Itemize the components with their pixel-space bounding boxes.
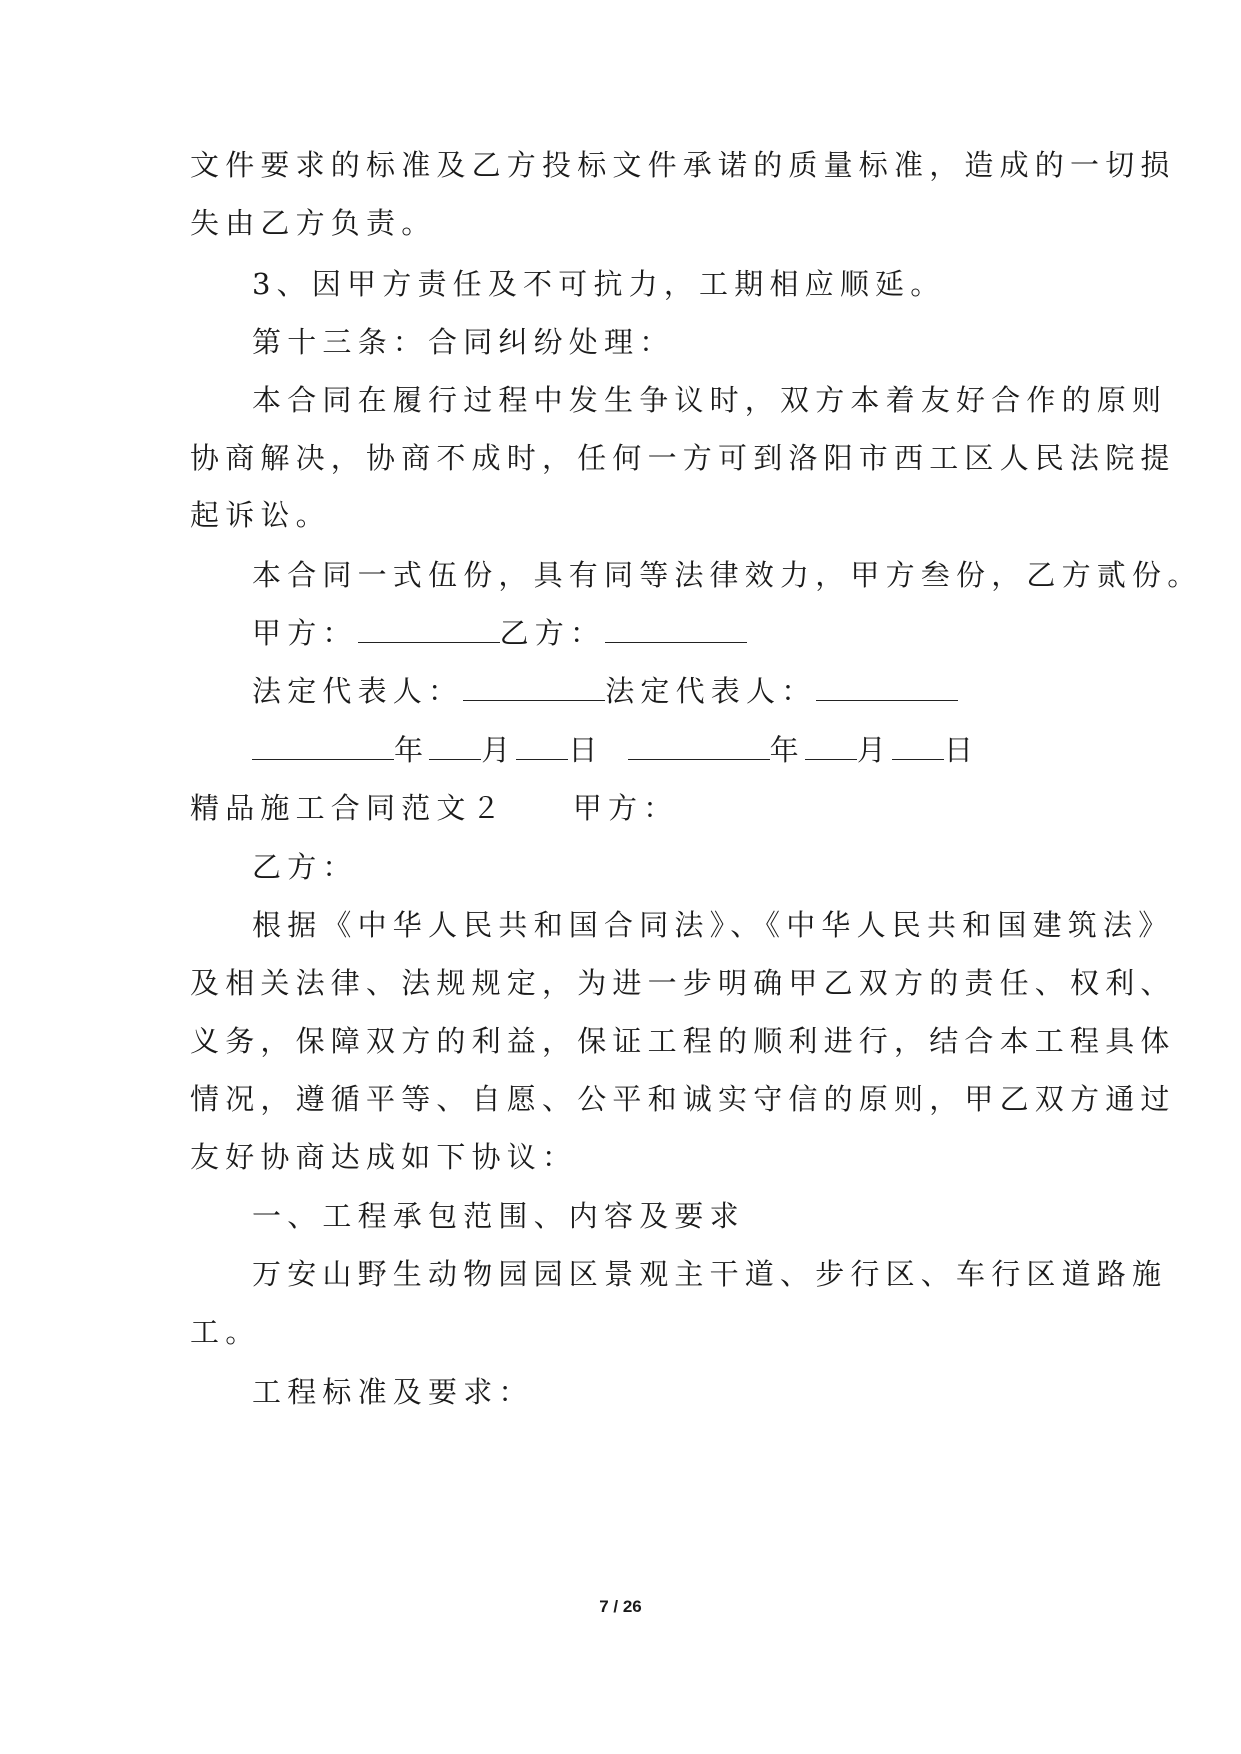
section-title-line (190, 788, 678, 828)
party-a-label: 甲方： (572, 791, 679, 825)
text-line: 工。 (190, 1315, 261, 1349)
subheading: 工程标准及要求： (252, 1375, 534, 1409)
party-a-label: 甲方： (252, 616, 358, 650)
year-blank (628, 731, 770, 760)
rep-b-label: 法定代表人： (605, 674, 817, 708)
month-label: 月 (856, 733, 893, 767)
text-line: 根据《中华人民共和国合同法》、《中华人民共和国建筑法》 (252, 908, 1174, 942)
text-line: 情况，遵循平等、自愿、公平和诚实守信的原则，甲乙双方通过 (190, 1082, 1176, 1116)
text-line: 及相关法律、法规规定，为进一步明确甲乙双方的责任、权利、 (190, 966, 1176, 1000)
party-b-label: 乙方： (499, 616, 606, 650)
year-label: 年 (769, 733, 805, 767)
party-b-line: 乙方： (252, 850, 358, 884)
month-label: 月 (481, 733, 517, 767)
text-line: 文件要求的标准及乙方投标文件承诺的质量标准，造成的一切损 (190, 148, 1176, 182)
text-line: 协商解决，协商不成时，任何一方可到洛阳市西工区人民法院提 (190, 441, 1176, 475)
year-blank (252, 731, 394, 760)
page-number: 7 / 26 (599, 1597, 642, 1616)
rep-a-blank (463, 672, 605, 701)
month-blank (429, 731, 481, 760)
text-line: 本合同一式伍份，具有同等法律效力，甲方叁份，乙方贰份。 (252, 558, 1203, 592)
rep-b-blank (816, 672, 958, 701)
day-label: 日 (568, 733, 604, 767)
party-a-blank (358, 614, 500, 643)
text-line: 义务，保障双方的利益，保证工程的顺利进行，结合本工程具体 (190, 1024, 1176, 1058)
text-line: 万安山野生动物园园区景观主干道、步行区、车行区道路施 (252, 1257, 1168, 1291)
year-label: 年 (394, 733, 430, 767)
text-line: 本合同在履行过程中发生争议时，双方本着友好合作的原则 (252, 383, 1168, 417)
party-b-blank (605, 614, 747, 643)
section-heading: 一、工程承包范围、内容及要求 (252, 1199, 745, 1233)
day-label: 日 (944, 733, 980, 767)
party-signature-line (252, 613, 747, 653)
representative-signature-line (252, 671, 958, 711)
text-line: 起诉讼。 (190, 498, 331, 532)
clause-heading: 第十三条：合同纠纷处理： (252, 325, 675, 359)
date-signature-line (252, 730, 979, 770)
month-blank (805, 731, 857, 760)
section-title: 精品施工合同范文２ (190, 791, 507, 825)
rep-a-label: 法定代表人： (252, 674, 464, 708)
day-blank (892, 731, 944, 760)
text-line: 友好协商达成如下协议： (190, 1140, 578, 1174)
text-line: 失由乙方负责。 (190, 206, 437, 240)
day-blank (516, 731, 568, 760)
text-line: 3、因甲方责任及不可抗力，工期相应顺延。 (252, 267, 946, 301)
